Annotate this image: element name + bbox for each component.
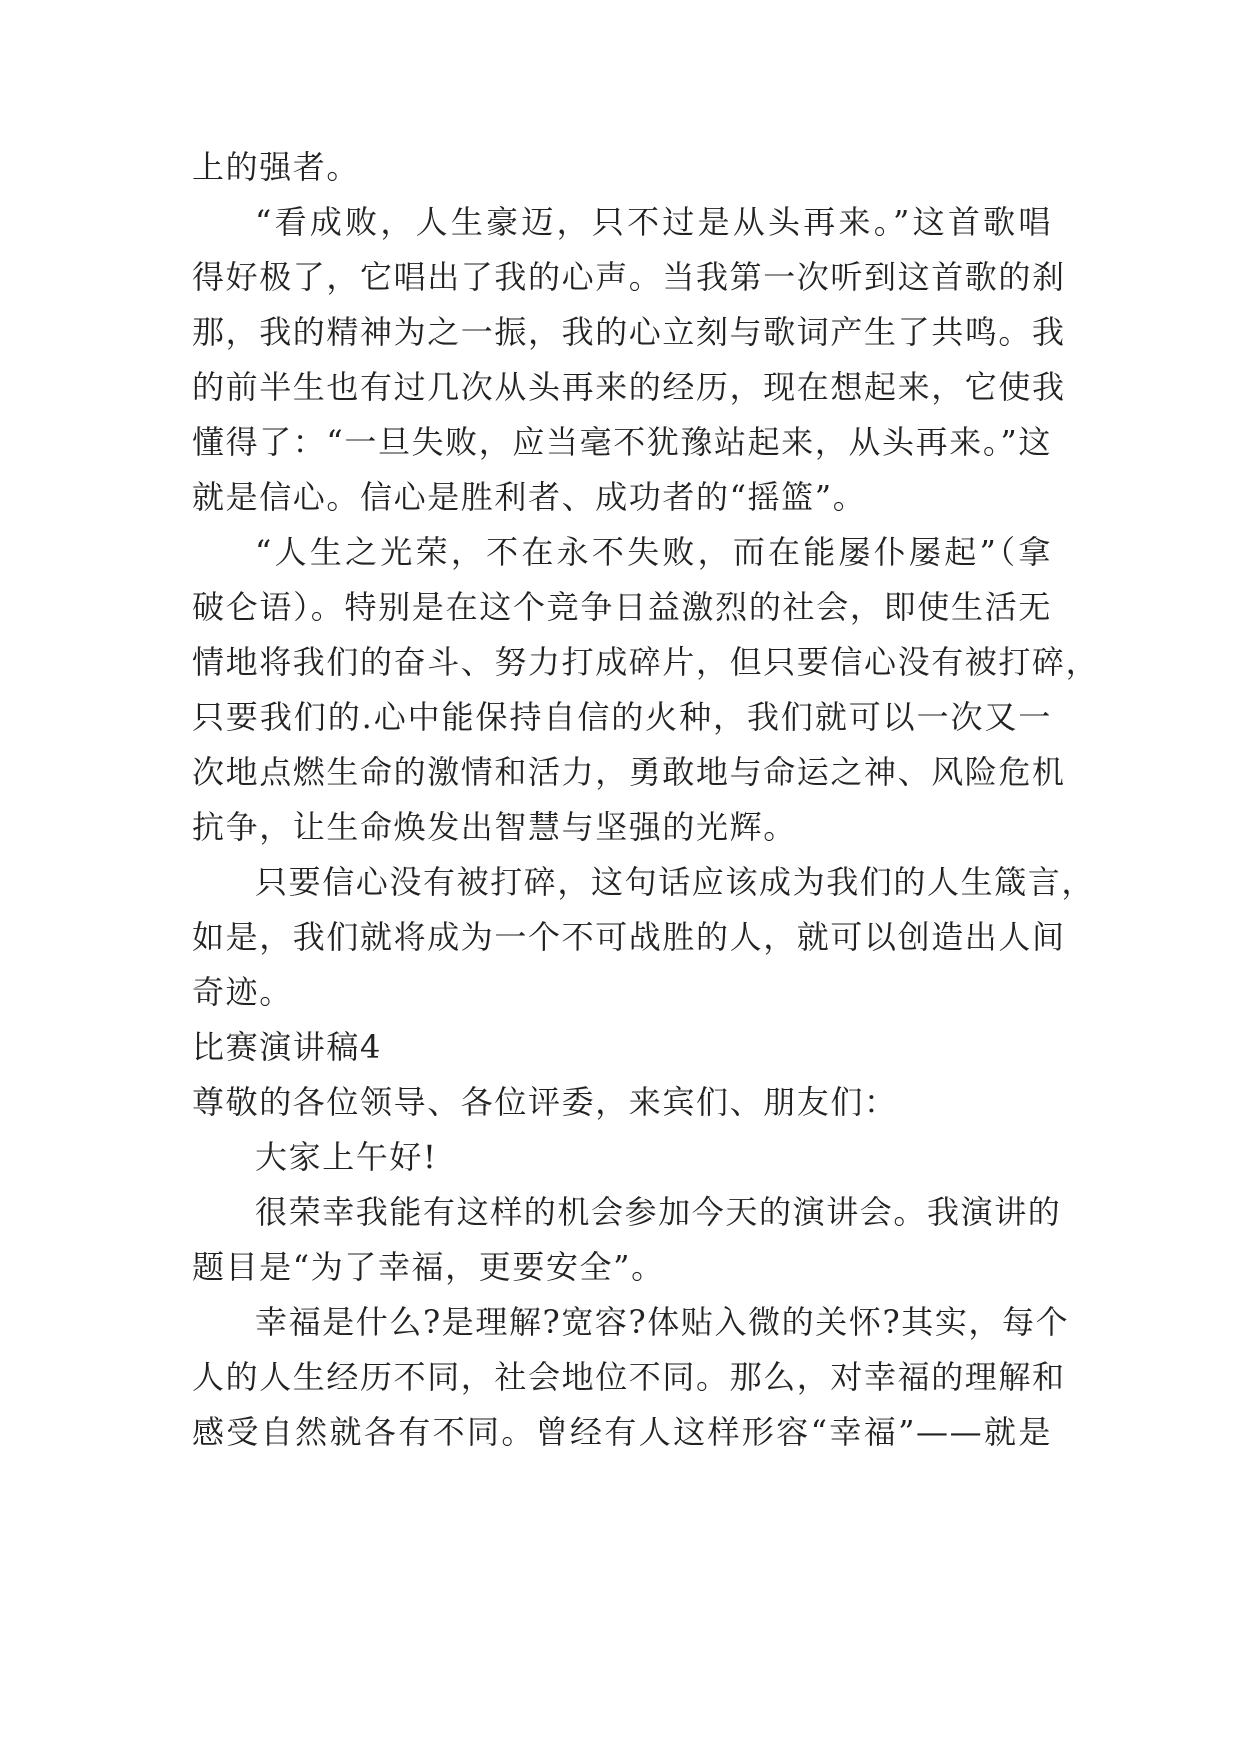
- section-heading: 比赛演讲稿4: [192, 1028, 382, 1066]
- text-line: 感受自然就各有不同。曾经有人这样形容“幸福”——就是: [192, 1413, 1052, 1451]
- text-line: 只要信心没有被打碎，这句话应该成为我们的人生箴言，: [255, 863, 1096, 901]
- salutation: 尊敬的各位领导、各位评委，来宾们、朋友们：: [192, 1083, 898, 1121]
- text-line: 次地点燃生命的激情和活力，勇敢地与命运之神、风险危机: [192, 753, 1066, 791]
- text-line: 情地将我们的奋斗、努力打成碎片，但只要信心没有被打碎，: [192, 643, 1100, 681]
- text-line: “看成败，人生豪迈，只不过是从头再来。”这首歌唱: [255, 203, 1052, 241]
- text-line: 就是信心。信心是胜利者、成功者的“摇篮”。: [192, 478, 867, 516]
- text-line: 懂得了：“一旦失败，应当毫不犹豫站起来，从头再来。”这: [192, 423, 1052, 461]
- greeting: 大家上午好!: [255, 1138, 438, 1176]
- text-line: 很荣幸我能有这样的机会参加今天的演讲会。我演讲的: [255, 1193, 1062, 1231]
- text-line: “人生之光荣，不在永不失败，而在能屡仆屡起”（拿: [255, 533, 1052, 571]
- text-line: 得好极了，它唱出了我的心声。当我第一次听到这首歌的刹: [192, 258, 1066, 296]
- text-line: 破仑语）。特别是在这个竞争日益激烈的社会，即使生活无: [192, 588, 1052, 626]
- text-line: 如是，我们就将成为一个不可战胜的人，就可以创造出人间: [192, 918, 1066, 956]
- text-line: 的前半生也有过几次从头再来的经历，现在想起来，它使我: [192, 368, 1066, 406]
- text-line: 那，我的精神为之一振，我的心立刻与歌词产生了共鸣。我: [192, 313, 1066, 351]
- text-line: 题目是“为了幸福，更要安全”。: [192, 1248, 665, 1286]
- text-line: 人的人生经历不同，社会地位不同。那么，对幸福的理解和: [192, 1358, 1066, 1396]
- text-line: 上的强者。: [192, 148, 361, 186]
- text-line: 幸福是什么?是理解?宽容?体贴入微的关怀?其实，每个: [255, 1303, 1070, 1341]
- text-line: 只要我们的.心中能保持自信的火种，我们就可以一次又一: [192, 698, 1052, 736]
- text-line: 抗争，让生命焕发出智慧与坚强的光辉。: [192, 808, 797, 846]
- text-line: 奇迹。: [192, 973, 293, 1011]
